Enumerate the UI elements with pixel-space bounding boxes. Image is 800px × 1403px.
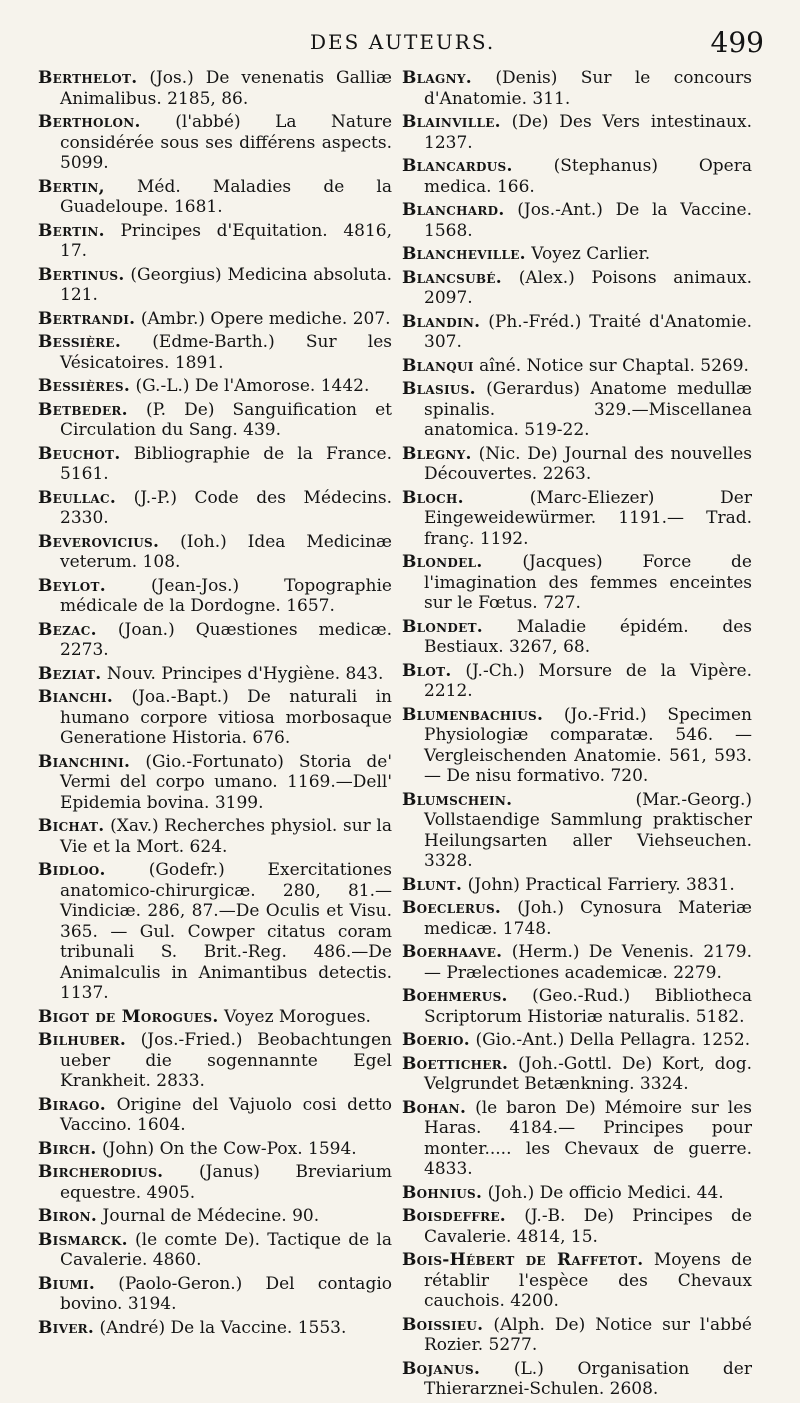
entry-text: (le baron De) Mémoire sur les Haras. 4184.— Principes pour monter..... les Chevaux de guerre. 4833. (424, 1097, 752, 1179)
index-entry (38, 532, 392, 573)
entry-text: (J.-B. De) Principes de Cavalerie. 4814, 15. (424, 1206, 753, 1247)
entry-text: Voyez Carlier. (531, 244, 651, 264)
author-name: Bezac. (38, 619, 97, 640)
index-entry (402, 790, 752, 872)
author-name: Bohan. (402, 1097, 467, 1118)
author-name: Blanchard. (402, 200, 505, 220)
index-entry (38, 1318, 392, 1339)
index-entry (402, 552, 752, 614)
index-entry (38, 332, 392, 373)
index-entry (38, 664, 392, 685)
author-name: Blancheville. (402, 244, 526, 264)
left-column (38, 68, 392, 1341)
index-entry (38, 177, 392, 218)
entry-text: Principes d'Equitation. 4816, 17. (60, 220, 393, 261)
entry-text: (Gio.-Fortunato) Storia de' Vermi del corpo umano. 1169.—Dell' Epidemia bovina. 3199. (60, 751, 392, 813)
index-entry (38, 1095, 392, 1136)
index-entry (402, 986, 752, 1027)
running-head: DES AUTEURS. (310, 30, 496, 54)
index-entry (402, 1054, 752, 1095)
author-name: Beverovicius. (38, 531, 160, 552)
entry-text: (John) Practical Farriery. 3831. (467, 874, 735, 895)
entry-text: (P. De) Sanguification et Circulation du Sang. 439. (60, 399, 392, 440)
entry-text: (Joh.) Cynosura Materiæ medicæ. 1748. (424, 898, 752, 939)
index-entry (402, 268, 752, 309)
index-entry (402, 1030, 752, 1051)
author-name: Bloch. (402, 487, 464, 508)
author-name: Bertin. (38, 220, 105, 241)
index-entry (38, 1206, 392, 1227)
author-name: Bianchi. (38, 687, 114, 707)
index-entry (38, 576, 392, 617)
index-entry (38, 1007, 392, 1028)
entry-text: (le comte De). Tactique de la Cavalerie. 4860. (60, 1229, 392, 1270)
entry-text: (De) Des Vers intestinaux. 1237. (424, 112, 752, 153)
author-name: Bismarck. (38, 1229, 128, 1250)
entry-text: (G.-L.) De l'Amorose. 1442. (135, 376, 370, 396)
index-entry (38, 1274, 392, 1315)
author-name: Blasius. (402, 379, 476, 399)
author-name: Biumi. (38, 1273, 96, 1294)
index-entry (38, 265, 392, 306)
index-entry (38, 488, 392, 529)
entry-text: (Nic. De) Journal des nouvelles Découvertes. 2263. (424, 443, 753, 484)
entry-text: (Xav.) Recherches physiol. sur la Vie et la Mort. 624. (60, 816, 392, 857)
entry-text: (Jacques) Force de l'imagination des femmes enceintes sur le Fœtus. 727. (424, 552, 752, 613)
author-name: Birch. (38, 1138, 97, 1159)
index-entry (38, 376, 392, 397)
index-entry (402, 312, 752, 353)
author-name: Bianchini. (38, 751, 131, 772)
index-entry (402, 200, 752, 241)
author-name: Boisdeffre. (402, 1206, 507, 1226)
author-name: Blegny. (402, 443, 472, 464)
page-number: 499 (710, 26, 764, 59)
author-name: Blondel. (402, 552, 483, 572)
index-entry (402, 1098, 752, 1180)
author-name: Bertrandi. (38, 308, 136, 329)
index-entry (402, 444, 752, 485)
index-entry (38, 309, 392, 330)
author-name: Blumschein. (402, 789, 513, 810)
entry-text: (Joh.-Gottl. De) Kort, dog. Velgrundet Betænkning. 3324. (424, 1053, 752, 1094)
index-entry (38, 444, 392, 485)
index-entry (402, 942, 752, 983)
index-entry (402, 1315, 752, 1356)
entry-text: (Godefr.) Exercitationes anatomico-chirurgicæ. 280, 81.—Vindiciæ. 286, 87.—De Oculis et Visu. 365. — Gul. Cowper citatus coram tribunali S. Brit.-Reg. 486.—De Animalculis in Animantibus detectis. 1137. (60, 860, 392, 1003)
entry-text: (Marc-Eliezer) Der Eingeweidewürmer. 1191.— Trad. franç. 1192. (424, 487, 752, 549)
author-name: Bois-Hébert de Raffetot. (402, 1250, 644, 1270)
entry-text: Journal de Médecine. 90. (102, 1206, 320, 1226)
author-name: Bertin, (38, 176, 105, 197)
index-entry (38, 68, 392, 109)
index-entry (38, 1030, 392, 1092)
author-name: Bilhuber. (38, 1030, 127, 1050)
author-name: Boehmerus. (402, 986, 508, 1006)
author-name: Beylot. (38, 575, 106, 596)
entry-text: (Georgius) Medicina absoluta. 121. (60, 264, 392, 305)
entry-text: (l'abbé) La Nature considérée sous ses différens aspects. 5099. (60, 112, 393, 173)
entry-text: Origine del Vajuolo cosi detto Vaccino. 1604. (60, 1094, 393, 1135)
author-name: Boerhaave. (402, 942, 503, 962)
entry-text: (John) On the Cow-Pox. 1594. (101, 1138, 357, 1159)
author-name: Boetticher. (402, 1053, 509, 1074)
author-name: Bigot de Morogues. (38, 1006, 219, 1027)
author-name: Bojanus. (402, 1358, 481, 1379)
index-entry (402, 112, 752, 153)
index-entry (402, 156, 752, 197)
entry-text: (Ph.-Fréd.) Traité d'Anatomie. 307. (424, 311, 753, 352)
author-name: Biver. (38, 1317, 95, 1338)
index-entry (402, 68, 752, 109)
entry-text: (Jo.-Frid.) Specimen Physiologiæ comparatæ. 546. — Vergleischenden Anatomie. 561, 593. — De nisu formativo. 720. (424, 704, 753, 786)
author-name: Bircherodius. (38, 1162, 164, 1182)
index-entry (38, 860, 392, 1004)
entry-text: Voyez Morogues. (223, 1006, 371, 1027)
author-name: Blumenbachius. (402, 704, 544, 725)
author-name: Boerio. (402, 1030, 471, 1050)
author-name: Bidloo. (38, 860, 106, 880)
index-entry (402, 875, 752, 896)
index-entry (38, 816, 392, 857)
index-entry (402, 661, 752, 702)
author-name: Bichat. (38, 816, 105, 836)
index-entry (38, 221, 392, 262)
entry-text: (Gerardus) Anatome medullæ spinalis. 329.—Miscellanea anatomica. 519-22. (424, 379, 752, 440)
index-entry (402, 1359, 752, 1400)
author-name: Blondet. (402, 616, 484, 637)
author-name: Boissieu. (402, 1314, 484, 1335)
entry-text: (Gio.-Ant.) Della Pellagra. 1252. (475, 1030, 751, 1050)
author-name: Blandin. (402, 311, 481, 332)
author-name: Boeclerus. (402, 898, 502, 918)
entry-text: aîné. Notice sur Chaptal. 5269. (479, 355, 749, 376)
entry-text: (Joh.) De officio Medici. 44. (487, 1182, 724, 1203)
entry-text: (J.-Ch.) Morsure de la Vipère. 2212. (424, 660, 752, 701)
author-name: Blagny. (402, 68, 472, 88)
index-entry (38, 1139, 392, 1160)
entry-text: (Jos.-Ant.) De la Vaccine. 1568. (424, 200, 752, 241)
index-entry (402, 356, 752, 377)
author-name: Berthelot. (38, 68, 138, 88)
index-entry (402, 898, 752, 939)
author-name: Bessières. (38, 376, 131, 396)
entry-text: (J.-P.) Code des Médecins. 2330. (60, 487, 392, 528)
entry-text: (André) De la Vaccine. 1553. (99, 1317, 347, 1338)
entry-text: (Stephanus) Opera medica. 166. (424, 156, 752, 197)
author-name: Bessière. (38, 332, 122, 352)
entry-text: (Joa.-Bapt.) De naturali in humano corpore vitiosa morbosaque Generatione Historia. 676. (60, 687, 392, 748)
right-column (402, 68, 752, 1403)
index-entry (38, 400, 392, 441)
author-name: Beziat. (38, 663, 102, 684)
index-entry (402, 1250, 752, 1312)
index-entry (402, 488, 752, 550)
entry-text: (Paolo-Geron.) Del contagio bovino. 3194. (60, 1273, 392, 1314)
index-entry (38, 112, 392, 174)
index-entry (38, 687, 392, 749)
entry-text: Moyens de rétablir l'espèce des Chevaux cauchois. 4200. (424, 1250, 753, 1311)
entry-text: (Geo.-Rud.) Bibliotheca Scriptorum Historiæ naturalis. 5182. (424, 986, 752, 1027)
index-entry (402, 379, 752, 441)
author-name: Beullac. (38, 487, 117, 508)
entry-text: (Denis) Sur le concours d'Anatomie. 311. (424, 68, 752, 109)
index-entry (402, 617, 752, 658)
author-name: Biron. (38, 1206, 98, 1226)
author-name: Beuchot. (38, 443, 121, 464)
author-name: Blot. (402, 660, 452, 681)
author-name: Blainville. (402, 112, 501, 132)
author-name: Blunt. (402, 874, 463, 895)
author-name: Blancsubé. (402, 267, 502, 288)
index-entry (402, 705, 752, 787)
entry-text: Nouv. Principes d'Hygiène. 843. (106, 663, 384, 684)
author-name: Birago. (38, 1094, 106, 1115)
index-entry (402, 1183, 752, 1204)
entry-text: (Jos.) De venenatis Galliæ Animalibus. 2185, 86. (60, 68, 392, 109)
entry-text: (Alph. De) Notice sur l'abbé Rozier. 5277. (424, 1314, 752, 1355)
author-name: Bertholon. (38, 112, 141, 132)
entry-text: (Edme-Barth.) Sur les Vésicatoires. 1891. (60, 332, 393, 373)
index-entry (38, 620, 392, 661)
entry-text: Bibliographie de la France. 5161. (60, 443, 392, 484)
entry-text: Maladie épidém. des Bestiaux. 3267, 68. (424, 616, 752, 657)
index-entry (38, 752, 392, 814)
entry-text: (Jean-Jos.) Topographie médicale de la Dordogne. 1657. (60, 575, 392, 616)
entry-text: (Joan.) Quæstiones medicæ. 2273. (60, 619, 393, 660)
entry-text: (Alex.) Poisons animaux. 2097. (424, 267, 753, 308)
author-name: Blanqui (402, 355, 474, 376)
index-entry (402, 244, 752, 265)
entry-text: (Herm.) De Venenis. 2179. — Prælectiones academicæ. 2279. (424, 942, 753, 983)
author-name: Blancardus. (402, 156, 513, 176)
author-name: Bertinus. (38, 264, 125, 285)
entry-text: (Ambr.) Opere mediche. 207. (140, 308, 391, 329)
author-name: Bohnius. (402, 1182, 483, 1203)
index-entry (38, 1162, 392, 1203)
index-entry (402, 1206, 752, 1247)
entry-text: (Ioh.) Idea Medicinæ veterum. 108. (60, 531, 393, 572)
entry-text: Méd. Maladies de la Guadeloupe. 1681. (60, 176, 393, 217)
entry-text: (Jos.-Fried.) Beobachtungen ueber die sogennannte Egel Krankheit. 2833. (60, 1030, 392, 1091)
entry-text: (L.) Organisation der Thierarznei-Schulen. 2608. (424, 1358, 752, 1399)
index-entry (38, 1230, 392, 1271)
author-name: Betbeder. (38, 399, 128, 420)
entry-text: (Mar.-Georg.) Vollstaendige Sammlung praktischer Heilungsarten aller Viehseuchen. 3328. (424, 789, 752, 871)
entry-text: (Janus) Breviarium equestre. 4905. (60, 1162, 392, 1203)
